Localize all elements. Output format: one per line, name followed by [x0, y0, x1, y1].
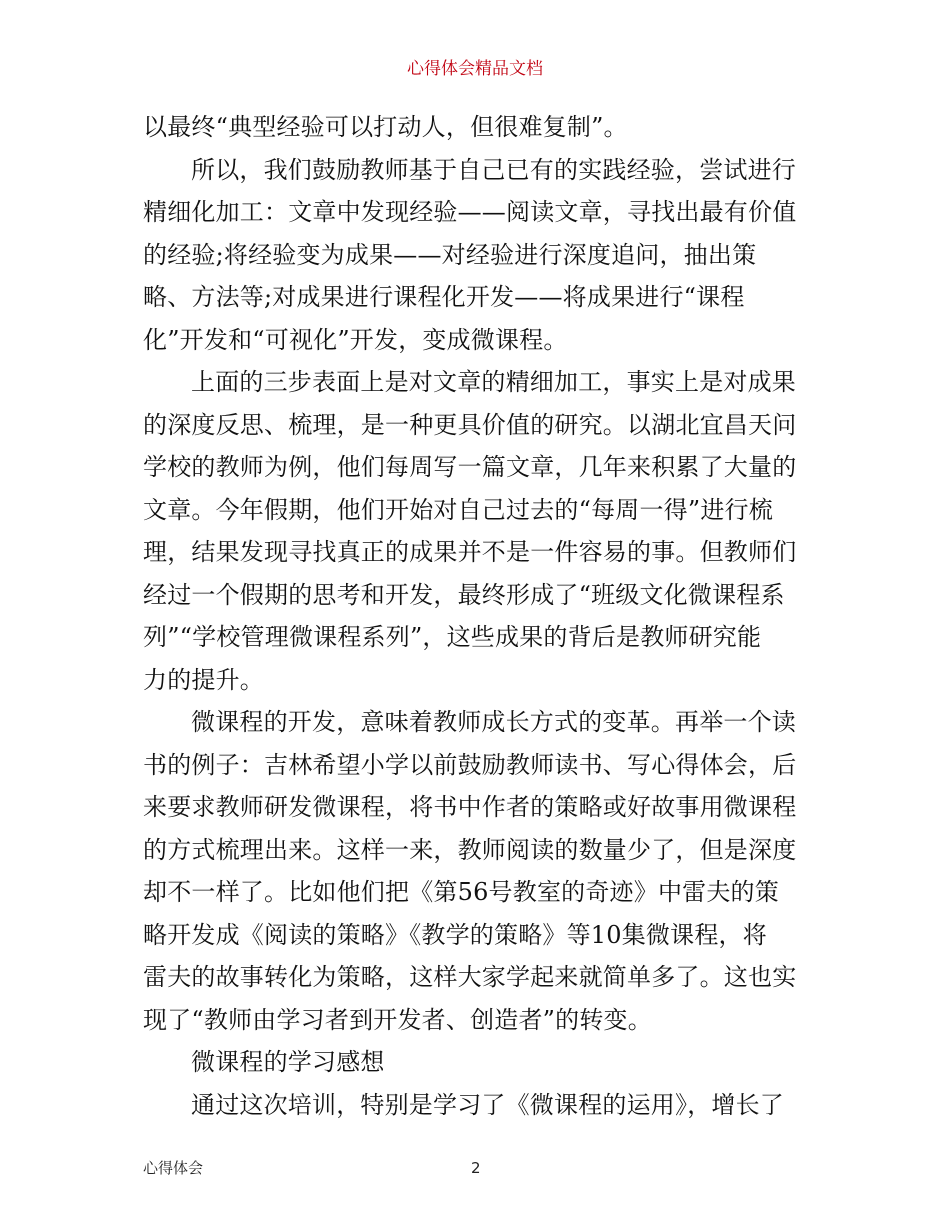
text-line: 书的例子：吉林希望小学以前鼓励教师读书、写心得体会，后	[143, 750, 797, 779]
text-line: 化”开发和“可视化”开发，变成微课程。	[143, 325, 568, 354]
text-line: 微课程的开发，意味着教师成长方式的变革。再举一个读	[191, 708, 796, 736]
text-line: 学校的教师为例，他们每周写一篇文章，几年来积累了大量的	[143, 453, 797, 481]
text-line: 略、方法等;对成果进行课程化开发——将成果进行“课程	[143, 283, 745, 311]
text-line: 现了“教师由学习者到开发者、创造者”的转变。	[143, 1005, 652, 1034]
text-line: 雷夫的故事转化为策略，这样大家学起来就简单多了。这也实	[143, 963, 797, 991]
footer-label: 心得体会	[143, 1159, 204, 1177]
text-line: 所以，我们鼓励教师基于自己已有的实践经验，尝试进行	[191, 155, 796, 184]
text-line: 来要求教师研发微课程，将书中作者的策略或好故事用微课程	[143, 793, 797, 821]
text-line: 略开发成《阅读的策略》《教学的策略》等10集微课程，将	[143, 920, 767, 949]
text-line: 上面的三步表面上是对文章的精细加工，事实上是对成果	[191, 368, 796, 396]
text-line: 的方式梳理出来。这样一来，教师阅读的数量少了，但是深度	[143, 835, 797, 864]
text-line: 列”“学校管理微课程系列”，这些成果的背后是教师研究能	[143, 623, 762, 651]
text-line: 的经验;将经验变为成果——对经验进行深度追问，抽出策	[143, 240, 757, 269]
page-footer	[143, 1156, 813, 1180]
document-body	[143, 106, 813, 1126]
page-header-title: 心得体会精品文档	[407, 59, 543, 79]
text-line: 文章。今年假期，他们开始对自己过去的“每周一得”进行梳	[143, 495, 773, 524]
page-number: 2	[471, 1159, 481, 1177]
text-line: 理，结果发现寻找真正的成果并不是一件容易的事。但教师们	[143, 538, 797, 566]
text-line: 精细化加工：文章中发现经验——阅读文章，寻找出最有价值	[143, 198, 797, 226]
text-line: 经过一个假期的思考和开发，最终形成了“班级文化微课程系	[143, 580, 785, 609]
text-line: 以最终“典型经验可以打动人，但很难复制”。	[143, 113, 628, 141]
text-line: 通过这次培训，特别是学习了《微课程的运用》，增长了	[191, 1090, 784, 1119]
section-heading: 微课程的学习感想	[191, 1048, 385, 1076]
text-line: 的深度反思、梳理，是一种更具价值的研究。以湖北宜昌天问	[143, 410, 797, 439]
text-line: 却不一样了。比如他们把《第56号教室的奇迹》中雷夫的策	[143, 878, 779, 906]
text-line: 力的提升。	[143, 665, 264, 694]
